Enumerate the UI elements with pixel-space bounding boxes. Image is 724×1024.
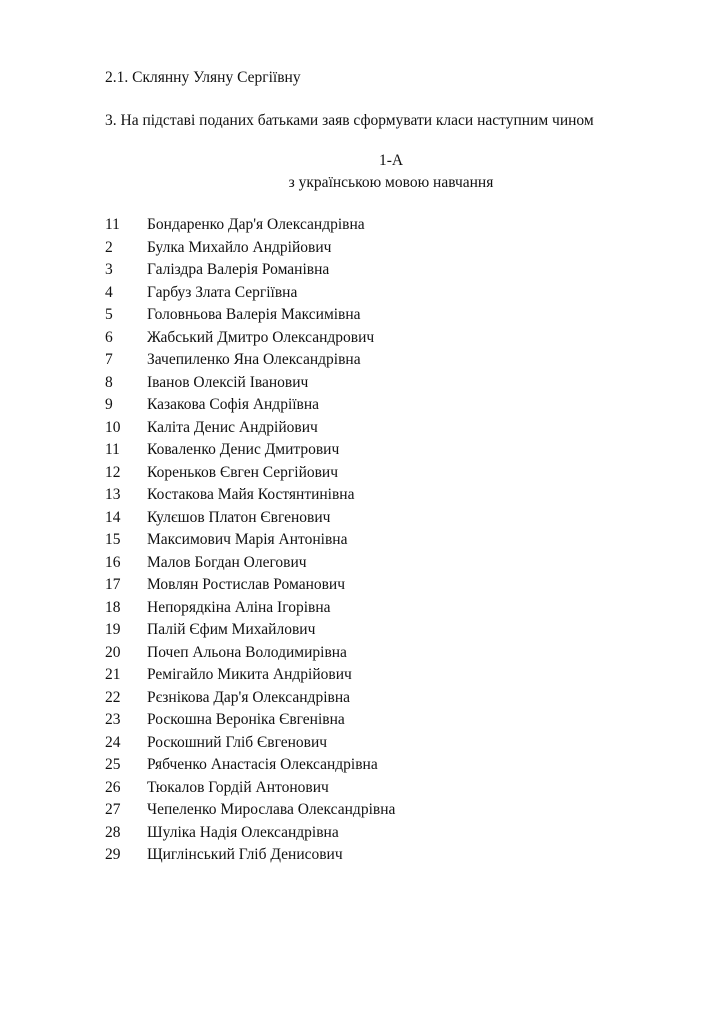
student-row bbox=[105, 642, 395, 665]
student-name: Каліта Денис Андрійович bbox=[147, 418, 318, 436]
student-row bbox=[105, 754, 395, 777]
student-name: Рябченко Анастасія Олександрівна bbox=[147, 756, 378, 773]
student-row bbox=[105, 732, 395, 755]
student-number: 8 bbox=[105, 373, 113, 391]
student-name: Ремігайло Микита Андрійович bbox=[147, 666, 352, 683]
student-number: 12 bbox=[105, 463, 121, 481]
student-name: Роскошна Вероніка Євгенівна bbox=[147, 711, 345, 728]
student-number: 29 bbox=[105, 846, 121, 863]
student-row bbox=[105, 214, 395, 237]
student-number: 28 bbox=[105, 823, 121, 841]
student-row bbox=[105, 484, 395, 507]
student-list bbox=[105, 214, 395, 867]
student-name: Кореньков Євген Сергійович bbox=[147, 463, 339, 481]
student-name: Рєзнікова Дар'я Олександрівна bbox=[147, 688, 350, 706]
student-number: 10 bbox=[105, 418, 121, 436]
student-number: 4 bbox=[105, 283, 113, 301]
student-row bbox=[105, 372, 395, 395]
student-number: 24 bbox=[105, 733, 121, 751]
paragraph-item-2-1: 2.1. Склянну Уляну Сергіївну bbox=[105, 69, 301, 86]
student-row bbox=[105, 507, 395, 530]
student-name: Почеп Альона Володимирівна bbox=[147, 643, 347, 661]
student-row bbox=[105, 687, 395, 710]
student-number: 27 bbox=[105, 801, 121, 818]
student-name: Булка Михайло Андрійович bbox=[147, 238, 332, 256]
student-name: Гарбуз Злата Сергіївна bbox=[147, 283, 298, 301]
student-number: 15 bbox=[105, 531, 121, 548]
student-row bbox=[105, 664, 395, 687]
student-name: Бондаренко Дар'я Олександрівна bbox=[147, 216, 365, 233]
student-row bbox=[105, 597, 395, 620]
student-number: 13 bbox=[105, 486, 121, 503]
student-name: Максимович Марія Антонівна bbox=[147, 531, 348, 548]
student-row bbox=[105, 237, 395, 260]
student-row bbox=[105, 777, 395, 800]
student-number: 6 bbox=[105, 328, 113, 346]
student-number: 22 bbox=[105, 688, 121, 706]
student-name: Зачепиленко Яна Олександрівна bbox=[147, 351, 361, 368]
student-row bbox=[105, 439, 395, 462]
paragraph-item-3: 3. На підставі поданих батьками заяв сформувати класи наступним чином bbox=[105, 112, 594, 129]
student-name: Іванов Олексій Іванович bbox=[147, 373, 309, 391]
student-number: 26 bbox=[105, 778, 121, 796]
student-row bbox=[105, 417, 395, 440]
student-name: Головньова Валерія Максимівна bbox=[147, 306, 361, 323]
student-row bbox=[105, 327, 395, 350]
student-row bbox=[105, 529, 395, 552]
student-number: 11 bbox=[105, 441, 120, 458]
student-name: Палій Єфим Михайлович bbox=[147, 621, 316, 638]
student-row bbox=[105, 574, 395, 597]
student-number: 16 bbox=[105, 553, 121, 571]
student-row bbox=[105, 259, 395, 282]
student-name: Мовлян Ростислав Романович bbox=[147, 576, 346, 593]
student-row bbox=[105, 822, 395, 845]
student-row bbox=[105, 552, 395, 575]
student-name: Кулєшов Платон Євгенович bbox=[147, 508, 331, 526]
class-language-subheading: з українською мовою навчання bbox=[288, 174, 494, 191]
student-row bbox=[105, 709, 395, 732]
student-number: 19 bbox=[105, 621, 121, 638]
student-number: 23 bbox=[105, 711, 121, 728]
student-number: 18 bbox=[105, 598, 121, 616]
student-name: Роскошний Гліб Євгенович bbox=[147, 733, 328, 751]
student-number: 2 bbox=[105, 238, 113, 256]
student-name: Коваленко Денис Дмитрович bbox=[147, 441, 340, 458]
student-row bbox=[105, 349, 395, 372]
student-row bbox=[105, 394, 395, 417]
student-row bbox=[105, 462, 395, 485]
student-name: Жабський Дмитро Олександрович bbox=[147, 328, 375, 346]
student-row bbox=[105, 304, 395, 327]
student-number: 3 bbox=[105, 261, 113, 278]
student-name: Казакова Софія Андріївна bbox=[147, 396, 320, 413]
student-number: 9 bbox=[105, 396, 113, 413]
student-name: Костакова Майя Костянтинівна bbox=[147, 486, 355, 503]
student-number: 20 bbox=[105, 643, 121, 661]
student-row bbox=[105, 799, 395, 822]
student-number: 17 bbox=[105, 576, 121, 593]
student-row bbox=[105, 844, 395, 867]
student-number: 11 bbox=[105, 216, 120, 233]
student-name: Шуліка Надія Олександрівна bbox=[147, 823, 339, 841]
student-name: Тюкалов Гордій Антонович bbox=[147, 778, 329, 796]
student-number: 7 bbox=[105, 351, 113, 368]
student-name: Чепеленко Мирослава Олександрівна bbox=[147, 801, 396, 818]
student-row bbox=[105, 619, 395, 642]
student-number: 25 bbox=[105, 756, 121, 773]
student-name: Малов Богдан Олегович bbox=[147, 553, 307, 571]
student-row bbox=[105, 282, 395, 305]
student-number: 5 bbox=[105, 306, 113, 323]
student-name: Галіздра Валерія Романівна bbox=[147, 261, 330, 278]
student-name: Непорядкіна Аліна Ігорівна bbox=[147, 598, 331, 616]
student-number: 14 bbox=[105, 508, 121, 526]
student-number: 21 bbox=[105, 666, 121, 683]
student-name: Щиглінський Гліб Денисович bbox=[147, 846, 343, 863]
class-name-heading: 1-А bbox=[378, 152, 404, 169]
